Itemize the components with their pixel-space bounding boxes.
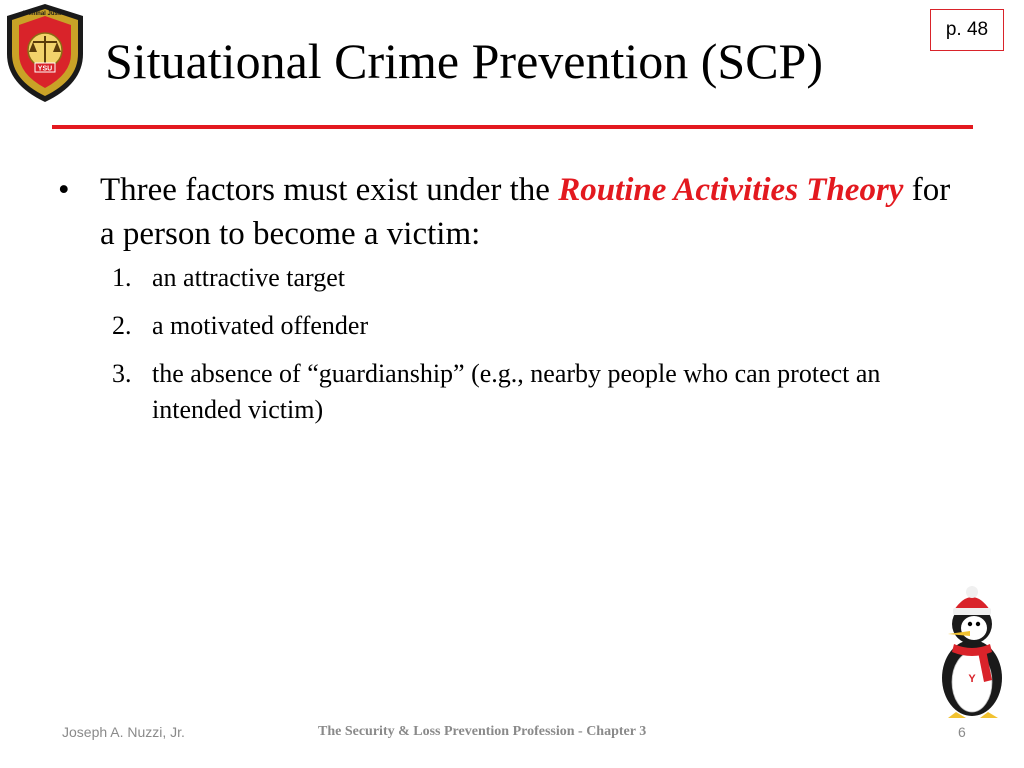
bullet-item (58, 168, 958, 256)
list-item-text: a motivated offender (152, 311, 369, 340)
list-number: 2. (112, 311, 132, 340)
bullet-text-before: Three factors must exist under the (100, 172, 559, 208)
bullet-text-after: for a person to become a victim: (100, 172, 951, 252)
footer-author: Joseph A. Nuzzi, Jr. (62, 724, 185, 740)
svg-text:Criminal Justice: Criminal Justice (21, 11, 69, 17)
slide-number: 6 (958, 724, 966, 740)
svg-text:YSU: YSU (37, 65, 53, 73)
criminal-justice-logo-icon (4, 2, 86, 104)
slide-title: Situational Crime Prevention (SCP) (105, 33, 824, 89)
penguin-mascot-icon (934, 586, 1010, 720)
list-item (58, 260, 958, 296)
slide-body (58, 168, 958, 440)
list-item (58, 308, 958, 344)
list-item-text: the absence of “guardianship” (e.g., nearby people who can protect an intended victim) (152, 359, 881, 424)
footer-course-title: The Security & Loss Prevention Profession - Chapter 3 (318, 724, 647, 739)
list-item-text: an attractive target (152, 263, 345, 292)
routine-activities-theory-term: Routine Activities Theory (558, 172, 904, 208)
list-item (58, 356, 958, 428)
page-reference-badge: p. 48 (930, 9, 1004, 51)
title-divider (52, 125, 973, 129)
factor-list (58, 260, 958, 428)
bullet-dot-icon: • (58, 172, 70, 208)
list-number: 3. (112, 359, 132, 388)
svg-text:Y: Y (968, 673, 976, 685)
list-number: 1. (112, 263, 132, 292)
